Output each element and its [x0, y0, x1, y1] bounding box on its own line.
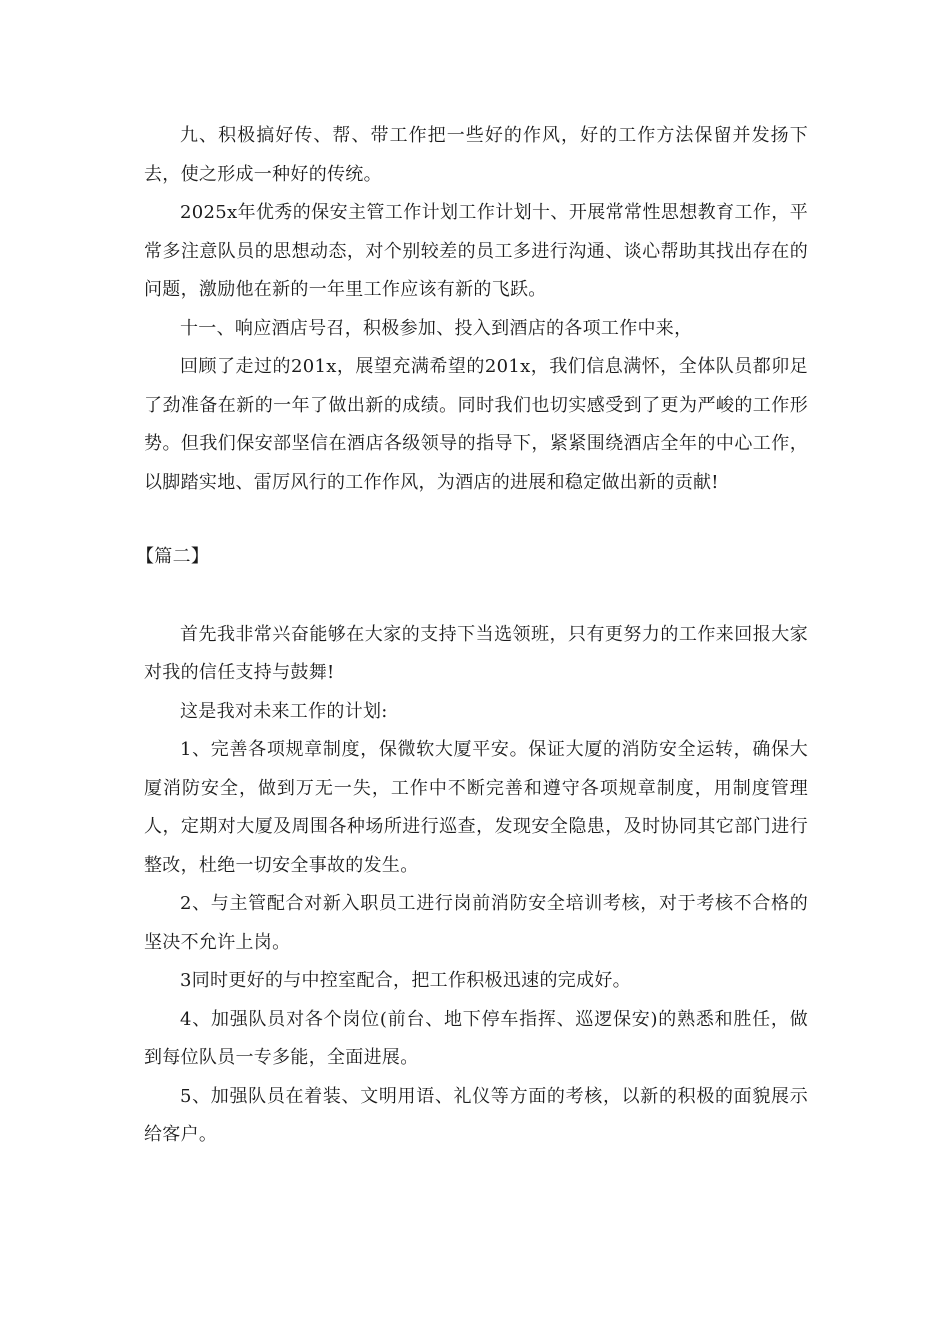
- paragraph-intro: 首先我非常兴奋能够在大家的支持下当选领班，只有更努力的工作来回报大家对我的信任支持与鼓舞!: [144, 623, 808, 683]
- spacer: [144, 502, 808, 538]
- paragraph-item-ten: 2025x年优秀的保安主管工作计划工作计划十、开展常常性思想教育工作，平常多注意队员的思想动态，对个别较差的员工多进行沟通、谈心帮助其找出存在的问题，激励他在新的一年里工作应该有新的飞跃。: [144, 202, 808, 300]
- paragraph-plan-item-3: 3同时更好的与中控室配合，把工作积极迅速的完成好。: [180, 970, 631, 991]
- paragraph-plan-item-5: 5、加强队员在着装、文明用语、礼仪等方面的考核，以新的积极的面貌展示给客户。: [144, 1085, 808, 1145]
- section-heading: 【篇二】: [136, 546, 210, 567]
- paragraph-plan-item-1: 1、完善各项规章制度，保微软大厦平安。保证大厦的消防安全运转，确保大厦消防安全，做到万无一失，工作中不断完善和遵守各项规章制度，用制度管理人，定期对大厦及周围各种场所进行巡查，发现安全隐患，及时协同其它部门进行整改，杜绝一切安全事故的发生。: [144, 739, 808, 876]
- paragraph-item-nine: 九、积极搞好传、帮、带工作把一些好的作风，好的工作方法保留并发扬下去，使之形成一种好的传统。: [144, 125, 808, 185]
- spacer: [144, 577, 808, 616]
- paragraph-item-eleven: 十一、响应酒店号召，积极参加、投入到酒店的各项工作中来，: [180, 317, 693, 339]
- paragraph-review: 回顾了走过的201x，展望充满希望的201x，我们信息满怀，全体队员都卯足了劲准备在新的一年了做出新的成绩。同时我们也切实感受到了更为严峻的工作形势。但我们保安部坚信在酒店各级领导的指导下，紧紧围绕酒店全年的中心工作，以脚踏实地、雷厉风行的工作作风，为酒店的进展和稳定做出新的贡献!: [144, 356, 808, 493]
- paragraph-plan-item-2: 2、与主管配合对新入职员工进行岗前消防安全培训考核，对于考核不合格的坚决不允许上岗。: [144, 893, 808, 953]
- paragraph-plan-lead: 这是我对未来工作的计划:: [180, 700, 388, 722]
- document-body: [136, 117, 808, 1155]
- paragraph-plan-item-4: 4、加强队员对各个岗位(前台、地下停车指挥、巡逻保安)的熟悉和胜任，做到每位队员一专多能，全面进展。: [144, 1008, 808, 1068]
